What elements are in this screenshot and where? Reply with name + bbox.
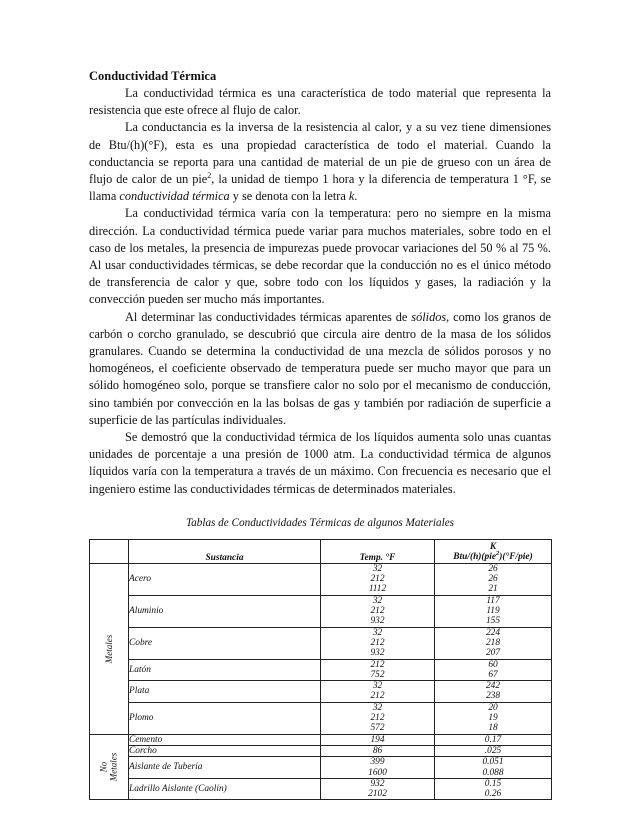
table-row-plomo bbox=[90, 702, 552, 734]
temp-value: 212 bbox=[370, 691, 385, 702]
group-label-no: No bbox=[98, 761, 109, 773]
temperature-cell bbox=[321, 745, 435, 756]
substance-name: Acero bbox=[129, 563, 321, 595]
group-no-metales bbox=[90, 734, 129, 800]
paragraph-4-text-b: , como los granos de carbón o corcho granulado, se descubrió que circula aire dentro de la masa de los sólidos granulares. Cuando se determina la conductividad de una mezcla de sólidos porosos y no homogéneos, el coeficiente observado de temperatura puede ser mucho mayor que para un sólido homogéneo solo, porque se transfiere calor no solo por el mecanismo de conducción, sino también por convección en la las bolsas de gas y también por radiación de superficie a superficie de las partículas individuales. bbox=[89, 309, 551, 427]
paragraph-3: La conductividad térmica varía con la temperatura: pero no siempre en la misma dirección. La conductividad térmica puede variar para muchos materiales, sobre todo en el caso de los metales, la presencia de impurezas puede provocar variaciones del 50 % al 75 %. Al usar conductividades térmicas, se debe recordar que la conducción no es el único método de transferencia de calor y que, sobre todo con los líquidos y gases, la radiación y la convección pueden ser mucho más importantes. bbox=[89, 206, 551, 307]
paragraph-4 bbox=[89, 309, 551, 429]
temperature-cell bbox=[321, 757, 435, 779]
temp-value: 932 bbox=[370, 778, 385, 789]
k-value: 18 bbox=[488, 723, 498, 734]
temp-value: 32 bbox=[372, 595, 383, 606]
k-value: 21 bbox=[488, 584, 498, 595]
temp-value: 32 bbox=[372, 627, 383, 638]
substance-name: Corcho bbox=[129, 745, 321, 756]
k-value: 26 bbox=[488, 574, 498, 585]
paragraph-2-k-letter: k bbox=[348, 189, 355, 204]
k-value: 0.051 bbox=[482, 757, 504, 768]
temp-value: 932 bbox=[370, 616, 385, 627]
substance-name: Ladrillo Aislante (Caolín) bbox=[129, 778, 321, 800]
temperature-cell bbox=[321, 734, 435, 745]
conductivity-cell bbox=[435, 681, 552, 703]
substance-name: Aluminio bbox=[129, 595, 321, 627]
group-label-metales: Metales bbox=[104, 634, 114, 663]
table-row-aislante bbox=[90, 757, 552, 779]
paragraph-2-text-c: y se denota con la letra bbox=[229, 189, 349, 204]
k-value: 0.26 bbox=[484, 789, 502, 800]
header-k-symbol: K bbox=[489, 541, 497, 552]
temp-value: 212 bbox=[370, 713, 385, 724]
temperature-cell bbox=[321, 702, 435, 734]
paragraph-4-emphasis: sólidos bbox=[411, 309, 447, 324]
conductivity-cell bbox=[435, 734, 552, 745]
header-temperature: Temp. °F bbox=[321, 539, 435, 563]
temp-value: 212 bbox=[370, 574, 385, 585]
conductivity-cell bbox=[435, 563, 552, 595]
temp-value: 32 bbox=[372, 681, 383, 692]
paragraph-5: Se demostró que la conductividad térmica de los líquidos aumenta solo unas cuantas unidades de porcentaje a una presión de 1000 atm. La conductividad térmica de algunos líquidos varía con la temperatura a través de un máximo. Con frecuencia es necesario que el ingeniero estime las conductividades térmicas de determinados materiales. bbox=[89, 430, 551, 496]
paragraph-4-text-a: Al determinar las conductividades térmicas aparentes de bbox=[125, 309, 412, 324]
paragraph-2-text-a: La conductancia es la inversa de la resistencia al calor, y a su vez tiene dimensiones de Btu/(h)(°F), esta es una propiedad característica de todo el material. Cuando la conductancia se reporta para una cantidad de material de un pie de grueso con un área de flujo de calor de un pie bbox=[89, 120, 551, 187]
paragraph-1: La conductividad térmica es una característica de todo material que representa la resistencia que este ofrece al flujo de calor. bbox=[89, 86, 551, 118]
temperature-cell bbox=[321, 778, 435, 800]
paragraph-2 bbox=[89, 119, 551, 205]
group-label-no-metales bbox=[99, 753, 120, 782]
table-row-corcho bbox=[90, 745, 552, 756]
k-value: 117 bbox=[486, 595, 500, 606]
group-label-metales-2: Metales bbox=[109, 752, 119, 782]
temp-value: 1112 bbox=[368, 584, 387, 595]
paragraph-2-text-b: , la unidad de tiempo 1 hora y la diferencia de temperatura 1 °F, se llama bbox=[89, 172, 551, 204]
k-value: 19 bbox=[488, 713, 498, 724]
temp-value: 399 bbox=[370, 757, 385, 768]
conductivity-cell bbox=[435, 757, 552, 779]
k-value: 0.17 bbox=[484, 734, 502, 745]
document-page bbox=[89, 68, 551, 800]
paragraph-2-superscript: 2 bbox=[207, 170, 212, 180]
temperature-cell bbox=[321, 563, 435, 595]
table-row-laton bbox=[90, 659, 552, 681]
table-header-row bbox=[90, 539, 552, 563]
temperature-cell bbox=[321, 681, 435, 703]
k-value: 0.15 bbox=[484, 778, 502, 789]
temperature-cell bbox=[321, 659, 435, 681]
temp-value: 194 bbox=[370, 734, 385, 745]
substance-name: Cobre bbox=[129, 627, 321, 659]
k-value: 20 bbox=[488, 702, 498, 713]
k-value: 207 bbox=[485, 648, 501, 659]
table-row-acero bbox=[90, 563, 552, 595]
substance-name: Cemento bbox=[129, 734, 321, 745]
k-value: 67 bbox=[488, 669, 498, 680]
temp-value: 32 bbox=[372, 702, 383, 713]
temp-value: 86 bbox=[372, 745, 383, 756]
k-value: 26 bbox=[488, 563, 498, 574]
section-heading: Conductividad Térmica bbox=[89, 69, 217, 83]
k-value: 155 bbox=[485, 616, 501, 627]
table-title: Tablas de Conductividades Térmicas de algunos Materiales bbox=[185, 516, 455, 529]
k-value: 218 bbox=[485, 637, 501, 648]
table-row-aluminio bbox=[90, 595, 552, 627]
header-k-units-sup: 2 bbox=[496, 549, 500, 557]
paragraph-2-end: . bbox=[354, 189, 358, 204]
header-k-units-a: Btu/(h)(pie bbox=[453, 551, 497, 562]
substance-name: Plata bbox=[129, 681, 321, 703]
header-conductivity bbox=[435, 539, 552, 563]
substance-name: Latón bbox=[129, 659, 321, 681]
temp-value: 572 bbox=[370, 723, 385, 734]
k-value: 60 bbox=[488, 659, 498, 670]
substance-name: Plomo bbox=[129, 702, 321, 734]
conductivity-cell bbox=[435, 778, 552, 800]
temperature-cell bbox=[321, 627, 435, 659]
temp-value: 212 bbox=[370, 659, 385, 670]
table-row-plata bbox=[90, 681, 552, 703]
paragraph-2-emphasis: conductividad térmica bbox=[119, 189, 230, 204]
temp-value: 932 bbox=[370, 648, 385, 659]
table-row-cobre bbox=[90, 627, 552, 659]
temp-value: 1600 bbox=[368, 767, 387, 778]
k-value: 242 bbox=[485, 681, 501, 692]
header-substance: Sustancia bbox=[129, 539, 321, 563]
temp-value: 2102 bbox=[368, 789, 387, 800]
substance-name: Aislante de Tubería bbox=[129, 757, 321, 779]
temperature-cell bbox=[321, 595, 435, 627]
conductivity-cell bbox=[435, 595, 552, 627]
temp-value: 212 bbox=[370, 637, 385, 648]
table-row-cemento bbox=[90, 734, 552, 745]
temp-value: 752 bbox=[370, 669, 385, 680]
conductivity-table bbox=[89, 539, 552, 801]
conductivity-cell bbox=[435, 659, 552, 681]
temp-value: 32 bbox=[372, 563, 383, 574]
conductivity-cell bbox=[435, 627, 552, 659]
header-group-blank bbox=[90, 539, 129, 563]
conductivity-cell bbox=[435, 702, 552, 734]
k-value: 224 bbox=[485, 627, 501, 638]
temp-value: 212 bbox=[370, 606, 385, 617]
header-k-units-b: )(°F/pie) bbox=[499, 551, 533, 562]
table-row-ladrillo bbox=[90, 778, 552, 800]
k-value: 238 bbox=[485, 691, 501, 702]
k-value: 119 bbox=[486, 606, 500, 617]
k-value: 0.088 bbox=[482, 767, 504, 778]
k-value: .025 bbox=[484, 745, 502, 756]
group-metales bbox=[90, 563, 129, 734]
conductivity-cell bbox=[435, 745, 552, 756]
